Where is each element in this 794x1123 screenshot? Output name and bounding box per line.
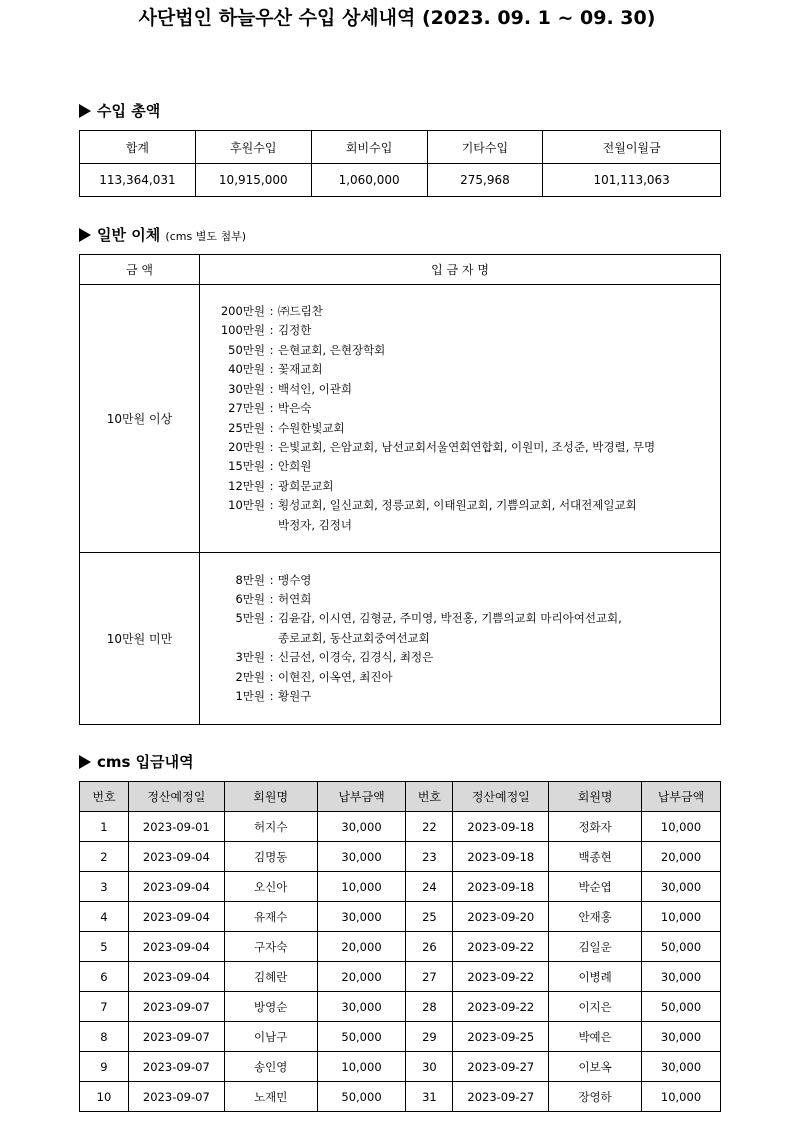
- cms-table-cell: 김명동: [224, 842, 317, 872]
- entry-amount: 25만원: [228, 420, 265, 435]
- entry-amount: 27만원: [228, 401, 265, 416]
- cms-header-cell: 번호: [406, 782, 453, 812]
- entry-line: [212, 321, 720, 340]
- section-total-label: 수입 총액: [97, 102, 161, 120]
- cms-table-cell: 2023-09-04: [128, 842, 224, 872]
- cms-table-cell: 안재홍: [549, 902, 642, 932]
- cms-table-cell: 2023-09-22: [453, 962, 549, 992]
- total-header-cell: 후원수입: [195, 131, 311, 164]
- entry-names: ㈜드림찬: [278, 304, 323, 319]
- cms-header-cell: 정산예정일: [128, 782, 224, 812]
- cms-table-cell: 이병례: [549, 962, 642, 992]
- cms-table-cell: 김혜란: [224, 962, 317, 992]
- entry-line: [212, 457, 720, 476]
- entry-names: 박정자, 김정녀: [278, 517, 352, 532]
- cms-header-cell: 납부금액: [642, 782, 721, 812]
- entry-separator: :: [269, 498, 274, 513]
- entry-separator: :: [269, 572, 274, 587]
- section-cms-heading: [79, 751, 194, 772]
- cms-table-cell: 50,000: [317, 1022, 406, 1052]
- entry-line: [212, 668, 720, 687]
- cms-table-cell: 27: [406, 962, 453, 992]
- entry-amount: [212, 629, 265, 648]
- transfer-header-amount: 금 액: [80, 255, 200, 285]
- cms-table-cell: 2023-09-22: [453, 992, 549, 1022]
- entry-line: [212, 629, 720, 648]
- cms-table-row: [80, 902, 721, 932]
- entry-line: [212, 609, 720, 628]
- cms-table-cell: 50,000: [642, 932, 721, 962]
- cms-table-cell: 30,000: [642, 872, 721, 902]
- cms-header-cell: 번호: [80, 782, 129, 812]
- total-header-cell: 전월이월금: [543, 131, 721, 164]
- entry-names: 백석인, 이관희: [278, 381, 352, 396]
- cms-table-cell: 2023-09-04: [128, 872, 224, 902]
- entry-amount: 50만원: [228, 342, 265, 357]
- cms-table-cell: 23: [406, 842, 453, 872]
- entry-line: [212, 380, 720, 399]
- transfer-header-names: 입 금 자 명: [200, 255, 721, 285]
- cms-table-cell: 2023-09-04: [128, 962, 224, 992]
- entry-names: 수원한빛교회: [278, 420, 345, 435]
- cms-table-cell: 2023-09-07: [128, 1022, 224, 1052]
- entry-amount: 12만원: [228, 478, 265, 493]
- entry-amount: 30만원: [228, 381, 265, 396]
- cms-table-cell: 30: [406, 1052, 453, 1082]
- transfer-header-row: [80, 255, 721, 285]
- total-header-cell: 합계: [80, 131, 196, 164]
- cms-table-cell: 20,000: [317, 962, 406, 992]
- section-transfer-label: 일반 이체: [97, 226, 161, 244]
- entry-amount: 200만원: [220, 304, 265, 319]
- cms-table-cell: 2023-09-07: [128, 1082, 224, 1112]
- entry-separator: [265, 516, 278, 535]
- cms-table-cell: 26: [406, 932, 453, 962]
- entry-names: 신금선, 이경숙, 김경식, 최정은: [278, 650, 434, 665]
- cms-table-cell: 2: [80, 842, 129, 872]
- cms-table-cell: 8: [80, 1022, 129, 1052]
- cms-header-cell: 납부금액: [317, 782, 406, 812]
- cms-header-row: [80, 782, 721, 812]
- entry-separator: :: [269, 362, 274, 377]
- total-header-cell: 회비수입: [311, 131, 427, 164]
- entry-separator: :: [269, 650, 274, 665]
- entry-line: [212, 438, 720, 457]
- cms-table-row: [80, 1052, 721, 1082]
- entry-separator: :: [269, 304, 274, 319]
- cms-table-cell: 6: [80, 962, 129, 992]
- cms-table-cell: 10,000: [642, 1082, 721, 1112]
- section-transfer-heading: [79, 224, 246, 245]
- cms-table-cell: 박순엽: [549, 872, 642, 902]
- entry-amount: 5만원: [235, 611, 265, 626]
- cms-header-cell: 회원명: [224, 782, 317, 812]
- entry-line: [212, 302, 720, 321]
- entry-separator: [265, 629, 278, 648]
- cms-table-cell: 허지수: [224, 812, 317, 842]
- transfer-group-row: [80, 553, 721, 725]
- cms-table-cell: 정화자: [549, 812, 642, 842]
- cms-table-cell: 2023-09-04: [128, 932, 224, 962]
- cms-table-cell: 20,000: [642, 842, 721, 872]
- cms-table-cell: 4: [80, 902, 129, 932]
- entry-line: [212, 571, 720, 590]
- entry-line: [212, 419, 720, 438]
- cms-table-row: [80, 992, 721, 1022]
- entry-separator: :: [269, 323, 274, 338]
- cms-table-cell: 2023-09-20: [453, 902, 549, 932]
- transfer-group-label: 10만원 미만: [80, 553, 200, 725]
- other-income-value: 275,968: [427, 164, 543, 197]
- cms-table-row: [80, 842, 721, 872]
- cms-table-cell: 50,000: [317, 1082, 406, 1112]
- cms-table-cell: 28: [406, 992, 453, 1022]
- cms-table-cell: 2023-09-07: [128, 992, 224, 1022]
- cms-table-cell: 유재수: [224, 902, 317, 932]
- entry-amount: 6만원: [235, 591, 265, 606]
- entry-list: [200, 302, 720, 535]
- entry-amount: 2만원: [235, 669, 265, 684]
- transfer-group-label: 10만원 이상: [80, 285, 200, 553]
- total-income-table: [79, 130, 721, 197]
- entry-separator: :: [269, 478, 274, 493]
- entry-separator: :: [269, 611, 274, 626]
- cms-table-cell: 구자숙: [224, 932, 317, 962]
- entry-separator: :: [269, 401, 274, 416]
- cms-table-row: [80, 812, 721, 842]
- total-sum-value: 113,364,031: [80, 164, 196, 197]
- entry-names: 김정한: [278, 323, 312, 338]
- cms-table-cell: 2023-09-27: [453, 1082, 549, 1112]
- entry-line: [212, 648, 720, 667]
- total-header-row: [80, 131, 721, 164]
- entry-amount: 3만원: [235, 650, 265, 665]
- transfer-group-entries: [200, 285, 721, 553]
- cms-table-cell: 10: [80, 1082, 129, 1112]
- entry-separator: :: [269, 420, 274, 435]
- cms-table-cell: 24: [406, 872, 453, 902]
- transfer-group-entries: [200, 553, 721, 725]
- cms-table-cell: 30,000: [317, 812, 406, 842]
- cms-table-cell: 김일운: [549, 932, 642, 962]
- entry-names: 꽃재교회: [278, 362, 323, 377]
- cms-table-cell: 오신아: [224, 872, 317, 902]
- cms-table-cell: 10,000: [642, 902, 721, 932]
- entry-separator: :: [269, 381, 274, 396]
- triangle-bullet-icon: [79, 755, 91, 769]
- cms-table-row: [80, 1022, 721, 1052]
- cms-table-cell: 2023-09-18: [453, 872, 549, 902]
- page-title: 사단법인 하늘우산 수입 상세내역 (2023. 09. 1 ~ 09. 30): [138, 7, 656, 29]
- entry-line: [212, 341, 720, 360]
- cms-table-cell: 10,000: [317, 1052, 406, 1082]
- entry-separator: :: [269, 342, 274, 357]
- cms-table-cell: 장영하: [549, 1082, 642, 1112]
- cms-table-cell: 송인영: [224, 1052, 317, 1082]
- entry-amount: 15만원: [228, 459, 265, 474]
- entry-names: 이현진, 이옥연, 최진아: [278, 669, 393, 684]
- entry-names: 허연희: [278, 591, 312, 606]
- entry-separator: :: [269, 689, 274, 704]
- cms-table-cell: 30,000: [317, 992, 406, 1022]
- cms-table-cell: 25: [406, 902, 453, 932]
- cms-table-cell: 이남구: [224, 1022, 317, 1052]
- section-transfer-note: (cms 별도 첨부): [165, 230, 246, 243]
- entry-names: 안희원: [278, 459, 312, 474]
- entry-list: [200, 571, 720, 707]
- cms-table-cell: 1: [80, 812, 129, 842]
- cms-table-cell: 박예은: [549, 1022, 642, 1052]
- total-header-cell: 기타수입: [427, 131, 543, 164]
- entry-line: [212, 496, 720, 515]
- cms-header-cell: 정산예정일: [453, 782, 549, 812]
- cms-table-cell: 22: [406, 812, 453, 842]
- entry-amount: 10만원: [228, 498, 265, 513]
- cms-table-cell: 29: [406, 1022, 453, 1052]
- entry-names: 박은숙: [278, 401, 312, 416]
- entry-line: [212, 477, 720, 496]
- triangle-bullet-icon: [79, 228, 91, 242]
- cms-table-cell: 50,000: [642, 992, 721, 1022]
- entry-names: 횡성교회, 일신교회, 정릉교회, 이태원교회, 기쁨의교회, 서대전제일교회: [278, 498, 637, 513]
- entry-separator: :: [269, 669, 274, 684]
- cms-table-cell: 노재민: [224, 1082, 317, 1112]
- cms-table-cell: 2023-09-01: [128, 812, 224, 842]
- transfer-group-row: [80, 285, 721, 553]
- cms-table-cell: 5: [80, 932, 129, 962]
- entry-names: 김윤갑, 이시연, 김형균, 주미영, 박전홍, 기쁨의교회 마리아여선교회,: [278, 611, 622, 626]
- entry-names: 맹수영: [278, 572, 312, 587]
- entry-separator: :: [269, 439, 274, 454]
- cms-table-cell: 2023-09-07: [128, 1052, 224, 1082]
- transfer-table: [79, 254, 721, 725]
- cms-table-cell: 20,000: [317, 932, 406, 962]
- cms-table-cell: 2023-09-22: [453, 932, 549, 962]
- entry-amount: [212, 516, 265, 535]
- cms-table-cell: 30,000: [642, 1022, 721, 1052]
- cms-table-cell: 2023-09-04: [128, 902, 224, 932]
- total-value-row: [80, 164, 721, 197]
- entry-line: [212, 516, 720, 535]
- entry-names: 은현교회, 은현장학회: [278, 342, 386, 357]
- cms-table-cell: 2023-09-27: [453, 1052, 549, 1082]
- entry-names: 은빛교회, 은암교회, 남선교회서울연회연합회, 이원미, 조성준, 박경렬, 무명: [278, 439, 656, 454]
- triangle-bullet-icon: [79, 104, 91, 118]
- entry-amount: 100만원: [220, 323, 265, 338]
- entry-amount: 40만원: [228, 362, 265, 377]
- entry-line: [212, 360, 720, 379]
- entry-amount: 20만원: [228, 439, 265, 454]
- cms-table-cell: 10,000: [642, 812, 721, 842]
- membership-income-value: 1,060,000: [311, 164, 427, 197]
- entry-names: 황원구: [278, 689, 312, 704]
- entry-line: [212, 590, 720, 609]
- cms-table-row: [80, 932, 721, 962]
- cms-table-cell: 이지은: [549, 992, 642, 1022]
- cms-table-cell: 이보옥: [549, 1052, 642, 1082]
- cms-table-cell: 9: [80, 1052, 129, 1082]
- cms-table-row: [80, 1082, 721, 1112]
- entry-line: [212, 399, 720, 418]
- cms-table-cell: 30,000: [642, 1052, 721, 1082]
- section-total-heading: [79, 100, 160, 121]
- entry-separator: :: [269, 459, 274, 474]
- entry-line: [212, 687, 720, 706]
- cms-table-cell: 방영순: [224, 992, 317, 1022]
- cms-table-cell: 10,000: [317, 872, 406, 902]
- cms-table-row: [80, 962, 721, 992]
- cms-table-cell: 31: [406, 1082, 453, 1112]
- section-cms-label: cms 입금내역: [97, 753, 194, 771]
- cms-table-cell: 30,000: [642, 962, 721, 992]
- entry-amount: 1만원: [235, 689, 265, 704]
- cms-table-cell: 3: [80, 872, 129, 902]
- cms-header-cell: 회원명: [549, 782, 642, 812]
- entry-names: 종로교회, 동산교회중여선교회: [278, 630, 430, 645]
- cms-table-cell: 30,000: [317, 902, 406, 932]
- donation-income-value: 10,915,000: [195, 164, 311, 197]
- cms-table-cell: 2023-09-18: [453, 842, 549, 872]
- cms-table-cell: 백종현: [549, 842, 642, 872]
- carryover-value: 101,113,063: [543, 164, 721, 197]
- cms-table-row: [80, 872, 721, 902]
- entry-names: 광희문교회: [278, 478, 334, 493]
- cms-table: [79, 781, 721, 1112]
- cms-table-cell: 2023-09-25: [453, 1022, 549, 1052]
- cms-table-cell: 2023-09-18: [453, 812, 549, 842]
- entry-separator: :: [269, 591, 274, 606]
- cms-table-cell: 30,000: [317, 842, 406, 872]
- cms-table-cell: 7: [80, 992, 129, 1022]
- entry-amount: 8만원: [235, 572, 265, 587]
